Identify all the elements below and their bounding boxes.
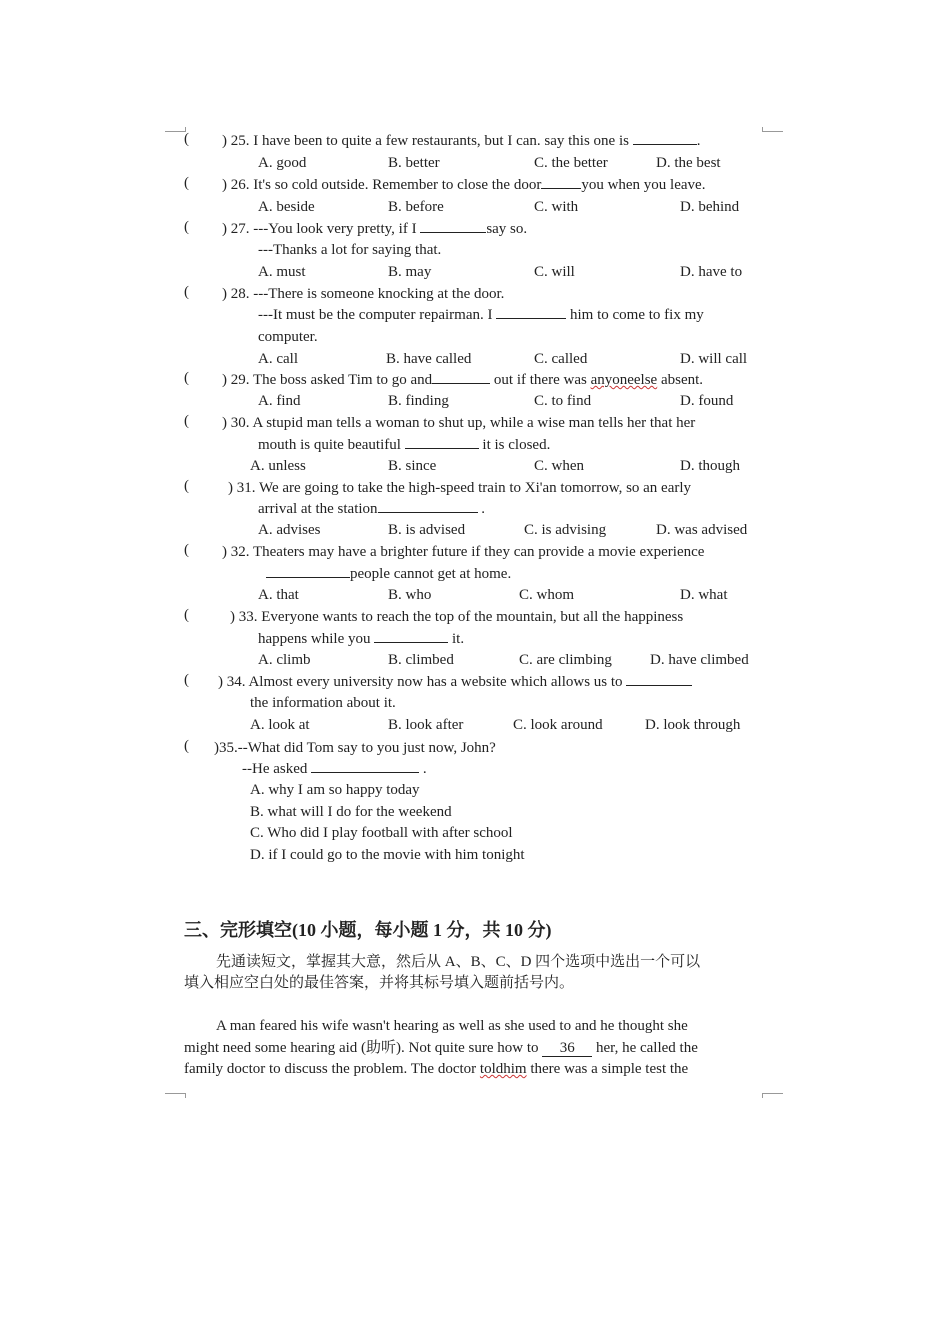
question-text-line: happens while you it.: [258, 631, 465, 647]
answer-blank: [432, 371, 490, 384]
option-c: C. whom: [519, 587, 575, 603]
question-text-line: mouth is quite beautiful it is closed.: [258, 437, 551, 453]
option-d: D. behind: [680, 199, 740, 215]
option-a: A. call: [258, 351, 298, 367]
option-d: D. found: [680, 393, 734, 409]
answer-bracket[interactable]: (: [184, 738, 189, 754]
question-text: ) 25. I have been to quite a few restaurants, but I can. say this one is .: [222, 133, 701, 149]
section-instruction: 先通读短文，掌握其大意，然后从 A、B、C、D 四个选项中选出一个可以: [216, 954, 701, 970]
option-d: D. look through: [645, 717, 741, 733]
question-text-line: ---Thanks a lot for saying that.: [258, 242, 442, 258]
option-a: A. good: [258, 155, 307, 171]
option-c: C. to find: [534, 393, 592, 409]
option-b: B. is advised: [388, 522, 466, 538]
option-d: D. will call: [680, 351, 748, 367]
question-text: ) 33. Everyone wants to reach the top of the mountain, but all the happiness: [230, 609, 684, 625]
option-b: B. what will I do for the weekend: [250, 804, 452, 820]
option-d: D. if I could go to the movie with him tonight: [250, 847, 525, 863]
question-text: ) 28. ---There is someone knocking at the door.: [222, 286, 505, 302]
answer-bracket[interactable]: (: [184, 607, 189, 623]
option-c: C. Who did I play football with after school: [250, 825, 513, 841]
option-d: D. what: [680, 587, 728, 603]
answer-bracket[interactable]: (: [184, 131, 189, 147]
question-text: ) 30. A stupid man tells a woman to shut up, while a wise man tells her that her: [222, 415, 696, 431]
option-b: B. before: [388, 199, 444, 215]
option-b: B. who: [388, 587, 432, 603]
answer-bracket[interactable]: (: [184, 478, 189, 494]
option-a: A. find: [258, 393, 301, 409]
answer-bracket[interactable]: (: [184, 370, 189, 386]
answer-blank: [496, 306, 566, 319]
answer-bracket[interactable]: (: [184, 413, 189, 429]
question-text-line: computer.: [258, 329, 318, 345]
option-d: D. though: [680, 458, 740, 474]
answer-bracket[interactable]: (: [184, 284, 189, 300]
option-c: C. the better: [534, 155, 608, 171]
option-a: A. unless: [250, 458, 306, 474]
option-d: D. have to: [680, 264, 743, 280]
option-d: D. have climbed: [650, 652, 749, 668]
option-a: A. why I am so happy today: [250, 782, 420, 798]
answer-blank: [405, 436, 479, 449]
passage-line: A man feared his wife wasn't hearing as well as she used to and he thought she: [216, 1018, 688, 1034]
option-b: B. have called: [386, 351, 472, 367]
option-a: A. beside: [258, 199, 315, 215]
question-text: ) 29. The boss asked Tim to go and out if there was anyoneelse absent.: [222, 372, 704, 388]
option-b: B. may: [388, 264, 432, 280]
option-a: A. that: [258, 587, 299, 603]
option-c: C. will: [534, 264, 575, 280]
passage-line: might need some hearing aid (助听). Not quite sure how to 36 her, he called the: [184, 1040, 698, 1056]
answer-blank: [626, 673, 692, 686]
option-a: A. must: [258, 264, 306, 280]
spelling-flag: toldhim: [479, 1061, 527, 1077]
option-c: C. when: [534, 458, 584, 474]
question-text: )35.--What did Tom say to you just now, John?: [214, 740, 496, 756]
answer-bracket[interactable]: (: [184, 219, 189, 235]
question-text: ) 31. We are going to take the high-speed train to Xi'an tomorrow, so an early: [228, 480, 692, 496]
answer-blank: [374, 630, 448, 643]
answer-bracket[interactable]: (: [184, 175, 189, 191]
option-b: B. finding: [388, 393, 449, 409]
answer-blank: [378, 500, 478, 513]
option-a: A. climb: [258, 652, 311, 668]
option-b: B. better: [388, 155, 440, 171]
option-d: D. the best: [656, 155, 721, 171]
page-corner-mark: [762, 1093, 783, 1098]
answer-blank: [420, 220, 486, 233]
question-text-line: ---It must be the computer repairman. I him to come to fix my: [258, 307, 704, 323]
spelling-flag: anyoneelse: [590, 372, 658, 388]
option-a: A. look at: [250, 717, 310, 733]
question-text-line: people cannot get at home.: [266, 565, 511, 583]
page-corner-mark: [165, 1093, 186, 1098]
question-text: ) 26. It's so cold outside. Remember to close the door you when you leave.: [222, 177, 706, 193]
option-c: C. is advising: [524, 522, 607, 538]
passage-line: family doctor to discuss the problem. The doctor toldhim there was a simple test the: [184, 1061, 689, 1077]
page-corner-mark: [165, 127, 186, 132]
answer-blank: [541, 176, 581, 189]
answer-bracket[interactable]: (: [184, 672, 189, 688]
answer-blank: [311, 760, 419, 773]
question-text: ) 27. ---You look very pretty, if I say so.: [222, 221, 528, 237]
option-d: D. was advised: [656, 522, 748, 538]
page-corner-mark: [762, 127, 783, 132]
option-b: B. climbed: [388, 652, 454, 668]
answer-blank: [633, 132, 697, 145]
question-text-line: --He asked .: [242, 761, 427, 777]
option-a: A. advises: [258, 522, 321, 538]
question-text-line: the information about it.: [250, 695, 396, 711]
question-text: ) 32. Theaters may have a brighter future if they can provide a movie experience: [222, 544, 705, 560]
option-c: C. with: [534, 199, 579, 215]
option-c: C. look around: [513, 717, 603, 733]
option-c: C. called: [534, 351, 588, 367]
section-title: 三、完形填空(10 小题，每小题 1 分，共 10 分): [184, 920, 552, 940]
answer-blank: [266, 565, 350, 578]
cloze-blank-36[interactable]: 36: [542, 1040, 592, 1057]
option-b: B. look after: [388, 717, 464, 733]
question-text: ) 34. Almost every university now has a website which allows us to: [218, 673, 692, 691]
section-instruction: 填入相应空白处的最佳答案，并将其标号填入题前括号内。: [184, 975, 575, 991]
option-b: B. since: [388, 458, 437, 474]
answer-bracket[interactable]: (: [184, 542, 189, 558]
option-c: C. are climbing: [519, 652, 612, 668]
question-text-line: arrival at the station .: [258, 501, 486, 517]
